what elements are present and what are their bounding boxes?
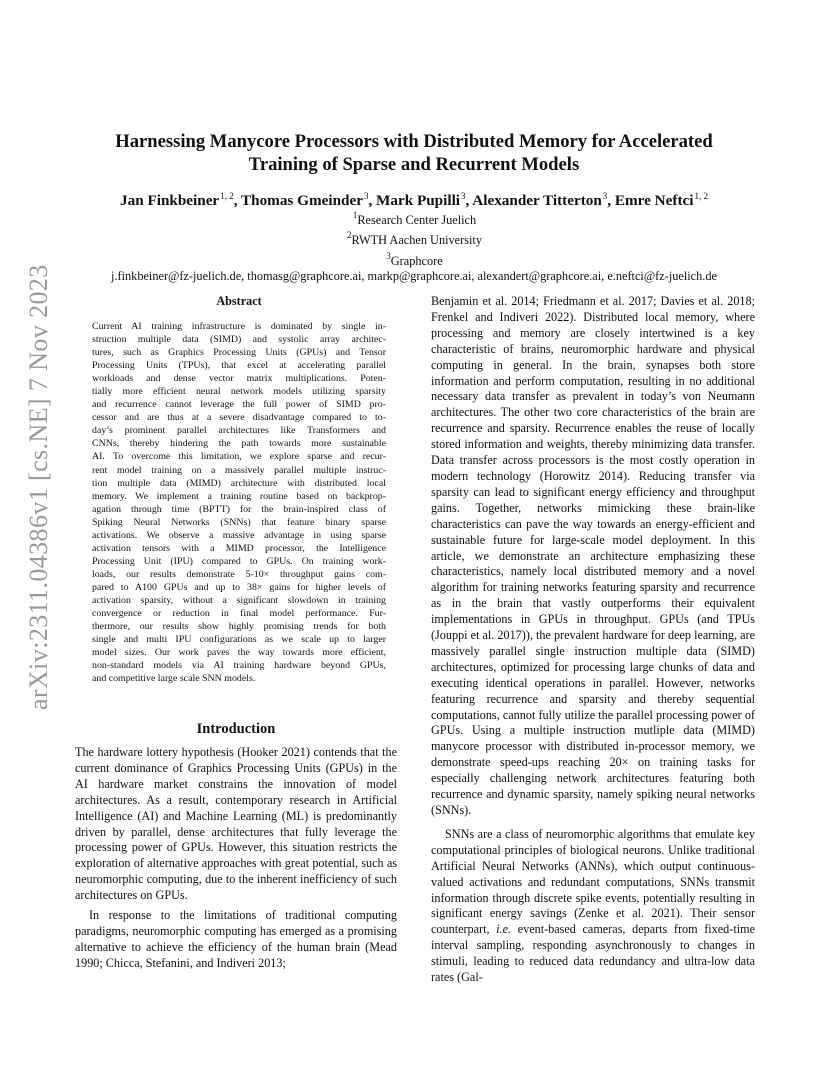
abstract-line: struction multiple data (SIMD) and systolic array architec- [92, 334, 386, 346]
author: Thomas Gmeinder$^3$, [241, 191, 377, 209]
abstract-line: single and multi IPU configurations as we scale up to larger [92, 634, 386, 646]
abstract-line: CNNs, thereby hindering the path towards more sustainable [92, 438, 386, 450]
abstract-line: day’s prominent parallel architectures like Transformers and [92, 425, 386, 437]
affiliation-line: $^1$Research Center Juelich [352, 210, 477, 227]
affiliation-line: $^3$Graphcore [386, 250, 443, 268]
author: Jan Finkbeiner$^{1, 2}$, [120, 191, 242, 209]
abstract-line: tion multiple data (MIMD) architecture with distributed local [92, 477, 386, 489]
introduction-heading: Introduction [196, 721, 276, 737]
abstract-heading: Abstract [216, 294, 262, 308]
right-column-text [431, 294, 755, 986]
abstract-line: memory. We implement a training routine based on backprop- [92, 490, 386, 502]
abstract-line: thermore, our results show highly promising trends for both [92, 621, 386, 633]
abstract-line: non-standard models via AI training hardware beyond GPUs, [92, 660, 386, 672]
abstract-line: and recurrence cannot leverage the full power of SIMD pro- [92, 399, 386, 411]
italic-abbreviation: i.e. [496, 922, 512, 937]
arxiv-identifier-text: arXiv:2311.04386v1 [cs.NE] 7 Nov 2023 [24, 264, 53, 710]
abstract-line: rent model training on a massively parallel multiple instruc- [92, 464, 386, 476]
arxiv-side-identifier [24, 264, 53, 710]
abstract-line: workloads and dense vector matrix multiplications. Poten- [92, 373, 386, 385]
introduction-paragraph: In response to the limitations of traditional computing paradigms, neuromorphic computing has emerged as a promising alternative to achieve the efficiency of the human brain (Mead 1990; Chicca, Stefanini, and Indiveri 2013; [75, 908, 397, 970]
paper-title [60, 130, 768, 176]
abstract-line: Processing Unit (IPU) compared to GPUs. On training work- [92, 555, 386, 567]
body-paragraph: Benjamin et al. 2014; Friedmann et al. 2017; Davies et al. 2018; Frenkel and Indiveri 2022). Distributed local memory, where processing and memory are closely intertwined is a key characteristic of brains, neuromorphic hardware and physical computing in general. In the brain, synapses both store information and perform computation, resulting in no additional necessary data transfer as prevalent in today’s von Neumann architectures. The other two core characteristics of the brain are recurrence and sparsity. Recurrence enables the reuse of locally stored information and weights, thereby minimizing data transfer. Data transfer across processors is the most costly operation in modern technology (Horowitz 2014). Reducing transfer via sparsity can lead to significant energy efficiency and throughput gains. Together, networks mimicking these brain-like characteristics can pave the way towards an energy-efficient and sustainable future for large-scale model deployment. In this article, we demonstrate an architecture emphasizing these characteristics, namely local distributed memory and a novel algorithm for training networks featuring sparsity and recurrence as in the brain that vastly outperforms their equivalent implementations in GPUs in throughput. GPUs (and TPUs (Jouppi et al. 2017)), the prevalent hardware for deep learning, are massively parallel single instruction multiple data (SIMD) architectures, optimized for processing large chunks of data and executing identical operations in parallel. However, networks featuring recurrence and sparsity and thereby sequential computations, cannot fully utilize the parallel processing power of GPUs. Using a multiple instruction mutliple data (MIMD) manycore processor with distributed in-processor memory, we demonstrate speed-ups reaching 20× on training tasks for especially challenging network architectures featuring both recurrence and dynamic sparsity, namely spiking neural networks (SNNs). [431, 294, 755, 817]
abstract-line: and competitive large scale SNN models. [92, 673, 256, 685]
author-affiliation-mark: 1, 2 [694, 191, 708, 201]
abstract-line: AI. To overcome this limitation, we explore sparse and recur- [92, 451, 386, 463]
title-line-2: Training of Sparse and Recurrent Models [248, 154, 580, 175]
abstract-line: Spiking Neural Networks (SNNs) that feature binary sparse [92, 516, 386, 528]
abstract-line: activations. We observe a massive advantage in using sparse [92, 529, 386, 541]
title-line-1: Harnessing Manycore Processors with Distributed Memory for Accelerated [115, 131, 713, 152]
email-line: j.finkbeiner@fz-juelich.de, thomasg@graphcore.ai, markp@graphcore.ai, alexandert@graphcore.ai, e.neftci@fz-juelich.de [111, 269, 717, 284]
author-affiliation-mark: 3 [602, 191, 608, 201]
body-paragraph: SNNs are a class of neuromorphic algorithms that emulate key computational principles of biological neurons. Unlike traditional Artificial Neural Networks (ANNs), which output continuous-valued activations and redundant computations, SNNs transmit information through discrete spike events, potentially resulting in significant energy savings (Zenke et al. 2021). Their sensor counterpart, i.e. event-based cameras, departs from fixed-time interval sampling, responding asynchronously to changes in stimuli, leading to reduced data redundancy and ultra-low data rates (Gal- [431, 826, 755, 985]
introduction-section [75, 720, 397, 972]
abstract-line: convergence or reduction in final model performance. Fur- [92, 608, 386, 620]
abstract-body [92, 320, 386, 685]
abstract-line: Current AI training infrastructure is dominated by single in- [92, 321, 386, 332]
abstract-line: pared to A100 GPUs and up to 38× gains for higher levels of [92, 581, 386, 593]
abstract-line: activation sparsity, without a significant slowdown in training [92, 594, 386, 606]
introduction-paragraph: The hardware lottery hypothesis (Hooker 2021) contends that the current dominance of Graphics Processing Units (GPUs) in the AI hardware market constrains the innovation of model architectures. As a result, contemporary research in Artificial Intelligence (AI) and Machine Learning (ML) is predominantly driven by parallel, dense architectures that fully leverage the processing power of GPUs. However, this situation restricts the exploration of alternative approaches with great potential, such as neuromorphic computing, due to the inherent inefficiency of such architectures on GPUs. [75, 745, 397, 903]
abstract-section [92, 294, 386, 685]
author-affiliation-mark: 3 [461, 191, 466, 201]
author-affiliation-mark: 1, 2 [220, 191, 234, 201]
abstract-line: loads, our results demonstrate 5-10× throughput gains com- [92, 568, 386, 580]
author-affiliation-mark: 3 [363, 191, 369, 201]
abstract-line: tially more efficient neural network models utilizing sparsity [92, 386, 386, 398]
abstract-line: model sizes. Our work paves the way towards more efficient, [92, 647, 386, 659]
author: Mark Pupilli$^3$, [376, 191, 473, 209]
author: Emre Neftci$^{1, 2}$ [614, 191, 708, 209]
author: Alexander Titterton$^3$, [472, 191, 615, 209]
abstract-line: activation tensors with a MIMD processor, the Intelligence [92, 542, 386, 554]
abstract-line: tures, such as Graphics Processing Units (GPUs) and Tensor [92, 347, 386, 359]
affiliations [60, 208, 768, 285]
affiliation-line: $^2$RWTH Aachen University [347, 230, 482, 248]
abstract-line: agation through time (BPTT) for the brain-inspired class of [92, 503, 386, 515]
abstract-line: Processing Units (TPUs), that excel at accelerating parallel [92, 360, 386, 372]
abstract-line: cessor and are thus at a severe disadvantage compared to to- [92, 412, 386, 424]
